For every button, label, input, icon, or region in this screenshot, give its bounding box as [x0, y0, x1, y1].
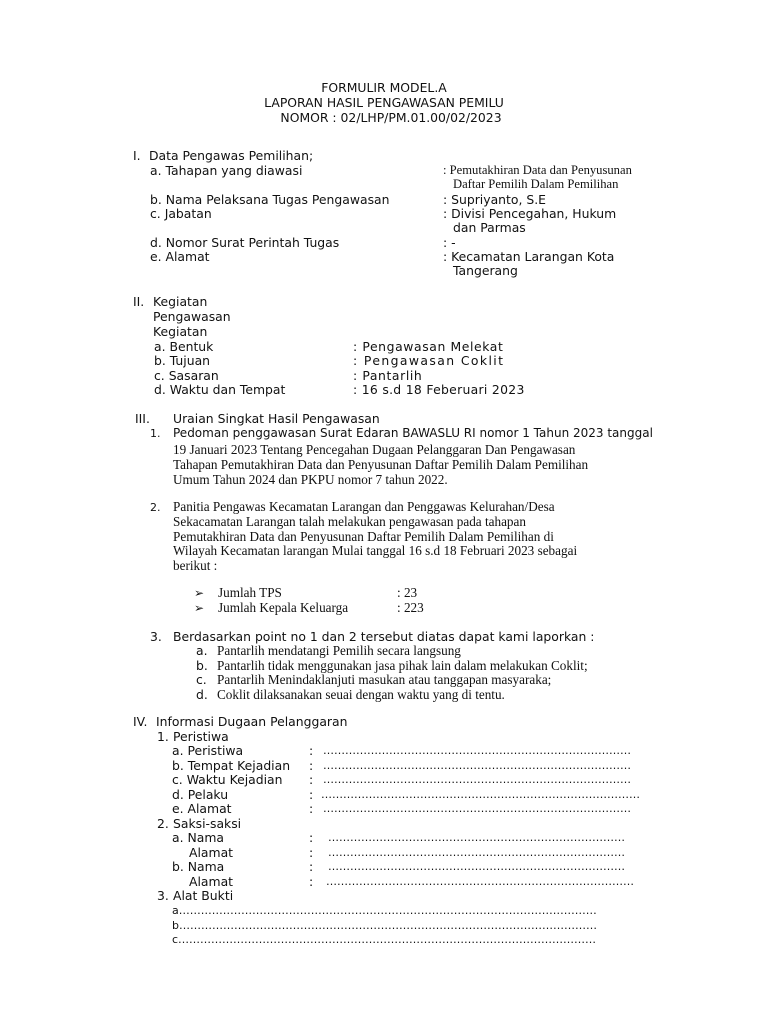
event-blank-pelaku: ……………………………………………………………………………	[321, 788, 640, 801]
finding-letter-c: c.	[196, 672, 207, 687]
field-value-tahapan-cont: Daftar Pemilih Dalam Pemilihan	[453, 177, 619, 191]
event-colon: :	[309, 743, 314, 758]
paragraph-2-line-5: berikut :	[173, 558, 218, 573]
saksi-title: Saksi-saksi	[173, 816, 242, 831]
finding-letter-b: b.	[196, 658, 208, 673]
event-colon: :	[309, 772, 314, 787]
witness-colon: :	[309, 859, 314, 874]
activity-value-waktu: : 16 s.d 18 Feberuari 2023	[353, 382, 525, 397]
activity-label-bentuk: a. Bentuk	[154, 339, 214, 354]
field-value-tahapan: : Pemutakhiran Data dan Penyusunan	[443, 163, 632, 177]
event-blank-waktu: …………………………………………………………………………	[323, 773, 631, 786]
witness-blank-nama-b: ………………………………………………………………………	[328, 860, 625, 873]
evidence-blank-c: c……………………………………………………………………………………………………	[172, 933, 597, 946]
bukti-number: 3.	[157, 888, 169, 903]
event-colon: :	[309, 758, 314, 773]
arrow-bullet-icon: ➢	[194, 601, 205, 615]
witness-label-alamat-a: Alamat	[189, 845, 234, 860]
field-value-nomor-surat: : -	[443, 235, 456, 250]
evidence-blank-a: a……………………………………………………………………………………………………	[172, 904, 597, 917]
bullet-value-tps: : 23	[397, 585, 418, 600]
section-1-title: Data Pengawas Pemilihan;	[149, 148, 314, 163]
paragraph-3-intro: Berdasarkan point no 1 dan 2 tersebut diatas dapat kami laporkan :	[173, 629, 595, 644]
field-label-tahapan: a. Tahapan yang diawasi	[150, 163, 303, 178]
report-title: LAPORAN HASIL PENGAWASAN PEMILU	[264, 95, 504, 110]
activity-label-tujuan: b. Tujuan	[154, 353, 211, 368]
paragraph-1-line-1: Pedoman penggawasan Surat Edaran BAWASLU RI nomor 1 Tahun 2023 tanggal	[173, 426, 653, 440]
paragraph-1-line-3: Tahapan Pemutakhiran Data dan Penyusunan Daftar Pemilih Dalam Pemilihan	[173, 457, 589, 472]
finding-d: Coklit dilaksanakan seuai dengan waktu yang di tentu.	[217, 687, 505, 702]
field-value-jabatan: : Divisi Pencegahan, Hukum	[443, 206, 617, 221]
paragraph-2-line-4: Wilayah Kecamatan larangan Mulai tanggal 16 s.d 18 Februari 2023 sebagai	[173, 543, 578, 558]
paragraph-1-line-2: 19 Januari 2023 Tentang Pencegahan Dugaan Pelanggaran Dan Pengawasan	[173, 442, 576, 457]
activity-value-sasaran: : Pantarlih	[353, 368, 423, 383]
bullet-label-tps: Jumlah TPS	[218, 585, 282, 600]
paragraph-3-number: 3.	[150, 629, 162, 644]
section-2-number: II.	[133, 294, 145, 309]
report-number: NOMOR : 02/LHP/PM.01.00/02/2023	[280, 110, 502, 125]
section-4-number: IV.	[133, 714, 148, 729]
event-blank-peristiwa: …………………………………………………………………………	[323, 744, 631, 757]
finding-a: Pantarlih mendatangi Pemilih secara langsung	[217, 643, 461, 658]
paragraph-1-line-4: Umum Tahun 2024 dan PKPU nomor 7 tahun 2022.	[173, 472, 448, 487]
finding-letter-a: a.	[196, 643, 208, 658]
saksi-number: 2.	[157, 816, 169, 831]
section-3-number: III.	[135, 411, 150, 426]
finding-letter-d: d.	[196, 687, 208, 702]
bukti-title: Alat Bukti	[173, 888, 234, 903]
activity-value-bentuk: : Pengawasan Melekat	[353, 339, 504, 354]
witness-colon: :	[309, 845, 314, 860]
field-value-jabatan-cont: dan Parmas	[453, 220, 526, 235]
witness-label-alamat-b: Alamat	[189, 874, 234, 889]
field-label-nama-pelaksana: b. Nama Pelaksana Tugas Pengawasan	[150, 192, 390, 207]
field-label-nomor-surat: d. Nomor Surat Perintah Tugas	[150, 235, 340, 250]
peristiwa-number: 1.	[157, 729, 169, 744]
event-blank-tempat: …………………………………………………………………………	[323, 759, 631, 772]
field-value-nama-pelaksana: : Supriyanto, S.E	[443, 192, 546, 207]
paragraph-2-number: 2.	[150, 501, 161, 514]
peristiwa-title: Peristiwa	[173, 729, 229, 744]
witness-blank-nama-a: ………………………………………………………………………	[328, 831, 625, 844]
witness-blank-alamat-a: ………………………………………………………………………	[328, 846, 625, 859]
field-value-alamat: : Kecamatan Larangan Kota	[443, 249, 615, 264]
section-4-title: Informasi Dugaan Pelanggaran	[156, 714, 348, 729]
form-model-title: FORMULIR MODEL.A	[321, 80, 447, 95]
section-2-title: Kegiatan	[153, 294, 208, 309]
witness-colon: :	[309, 830, 314, 845]
bullet-value-kk: : 223	[397, 600, 424, 615]
witness-colon: :	[309, 874, 314, 889]
activity-label-sasaran: c. Sasaran	[154, 368, 219, 383]
event-label-waktu: c. Waktu Kejadian	[172, 772, 283, 787]
paragraph-2-line-2: Sekacamatan Larangan talah melakukan pengawasan pada tahapan	[173, 514, 526, 529]
witness-blank-alamat-b: …………………………………………………………………………	[326, 875, 634, 888]
section-3-title: Uraian Singkat Hasil Pengawasan	[173, 411, 380, 426]
paragraph-1-number: 1.	[150, 427, 161, 440]
field-label-jabatan: c. Jabatan	[150, 206, 212, 221]
bullet-label-kk: Jumlah Kepala Keluarga	[218, 600, 349, 615]
paragraph-2-line-1: Panitia Pengawas Kecamatan Larangan dan Penggawas Kelurahan/Desa	[173, 499, 555, 514]
section-2-subtitle: Kegiatan	[153, 324, 208, 339]
finding-c: Pantarlih Menindaklanjuti masukan atau tanggapan masyaraka;	[217, 672, 552, 687]
section-2-title-cont: Pengawasan	[153, 309, 231, 324]
activity-value-tujuan: : Pengawasan Coklit	[353, 353, 505, 368]
event-label-tempat: b. Tempat Kejadian	[172, 758, 291, 773]
activity-label-waktu: d. Waktu dan Tempat	[154, 382, 286, 397]
event-label-pelaku: d. Pelaku	[172, 787, 229, 802]
paragraph-2-line-3: Pemutakhiran Data dan Penyusunan Daftar Pemilih Dalam Pemilihan di	[173, 529, 554, 544]
event-colon: :	[309, 801, 314, 816]
arrow-bullet-icon: ➢	[194, 586, 205, 600]
witness-label-nama-a: a. Nama	[172, 830, 224, 845]
witness-label-nama-b: b. Nama	[172, 859, 225, 874]
event-colon: :	[309, 787, 314, 802]
finding-b: Pantarlih tidak menggunakan jasa pihak lain dalam melakukan Coklit;	[217, 658, 588, 673]
field-value-alamat-cont: Tangerang	[453, 263, 518, 278]
event-label-peristiwa: a. Peristiwa	[172, 743, 244, 758]
event-blank-alamat: …………………………………………………………………………	[323, 802, 631, 815]
section-1-number: I.	[133, 148, 141, 163]
field-label-alamat: e. Alamat	[150, 249, 210, 264]
event-label-alamat: e. Alamat	[172, 801, 232, 816]
evidence-blank-b: b……………………………………………………………………………………………………	[172, 919, 597, 932]
